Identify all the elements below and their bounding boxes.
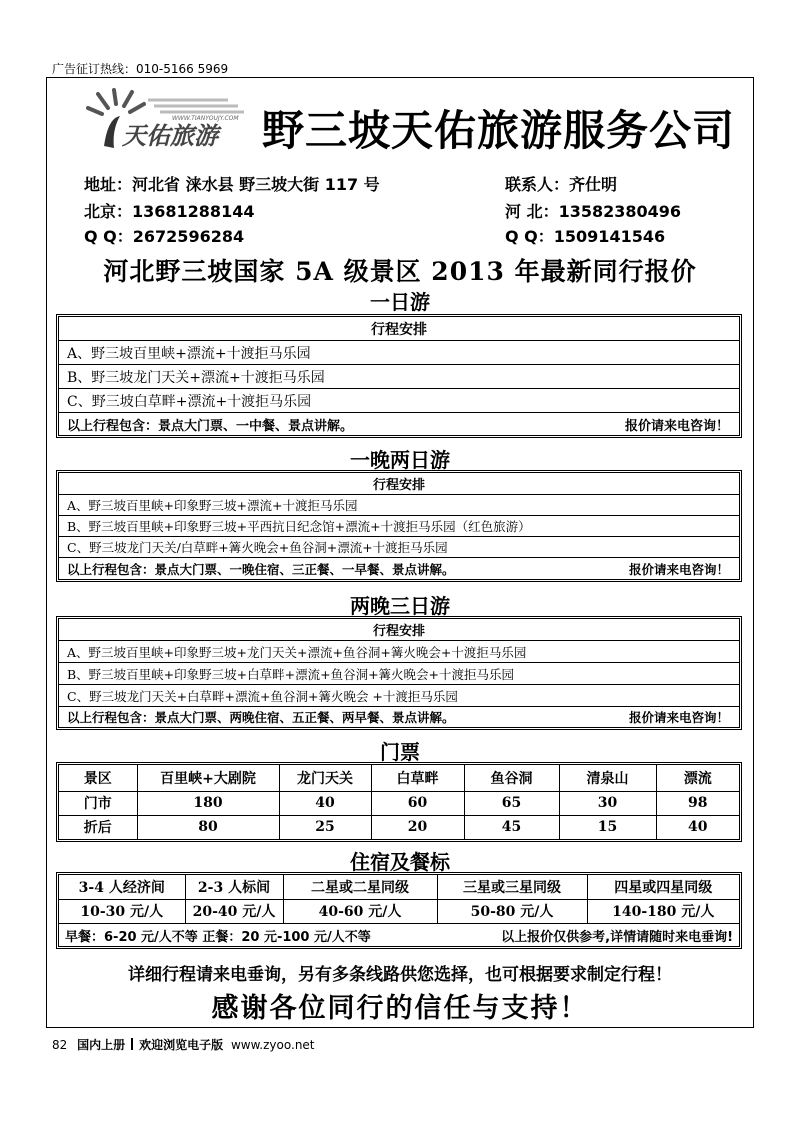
company-name: 野三坡天佑旅游服务公司 bbox=[262, 106, 736, 155]
table-cell: 30 bbox=[559, 791, 656, 815]
table-cell: 折后 bbox=[59, 815, 137, 839]
three-day-box bbox=[56, 616, 742, 730]
table-header-row bbox=[59, 765, 739, 791]
three-day-header: 行程安排 bbox=[59, 619, 739, 641]
table-cell: 40-60 元/人 bbox=[283, 899, 437, 923]
qq-number-1: Q Q：2672596284 bbox=[84, 227, 245, 246]
day-tour-header: 行程安排 bbox=[59, 317, 739, 341]
table-header-cell: 鱼谷洞 bbox=[464, 765, 559, 791]
two-day-footer bbox=[59, 558, 739, 579]
table-header-cell: 清泉山 bbox=[559, 765, 656, 791]
sun-logo-icon bbox=[78, 86, 256, 156]
table-cell: 20-40 元/人 bbox=[185, 899, 283, 923]
section-title-three-day: 两晚三日游 bbox=[350, 594, 450, 618]
day-tour-includes: 以上行程包含：景点大门票、一中餐、景点讲解。 bbox=[67, 418, 354, 434]
footer-divider bbox=[131, 1038, 133, 1050]
address-text: 地址：河北省 涞水县 野三坡大街 117 号 bbox=[84, 175, 380, 194]
footer-section: 国内上册 bbox=[77, 1038, 126, 1052]
table-cell: 门市 bbox=[59, 791, 137, 815]
table-cell: 45 bbox=[464, 815, 559, 839]
two-day-includes: 以上行程包含：景点大门票、一晚住宿、三正餐、一早餐、景点讲解。 bbox=[67, 561, 455, 577]
table-header-cell: 景区 bbox=[59, 765, 137, 791]
footer-site-link[interactable]: www.zyoo.net bbox=[230, 1038, 315, 1052]
page-number: 82 bbox=[52, 1038, 68, 1052]
company-logo bbox=[78, 86, 256, 156]
table-cell: 180 bbox=[137, 791, 279, 815]
table-row bbox=[59, 899, 739, 923]
table-header-cell: 百里峡+大剧院 bbox=[137, 765, 279, 791]
list-item: C、野三坡龙门天关/白草畔+篝火晚会+鱼谷洞+漂流+十渡拒马乐园 bbox=[59, 537, 739, 558]
two-day-box bbox=[56, 470, 742, 582]
table-header-cell: 三星或三星同级 bbox=[437, 875, 587, 899]
table-cell: 140-180 元/人 bbox=[587, 899, 739, 923]
qq-number-2: Q Q：1509141546 bbox=[505, 227, 666, 246]
table-header-row bbox=[59, 875, 739, 899]
table-header-cell: 二星或二星同级 bbox=[283, 875, 437, 899]
logo-url-text: WWW.TIANYOUJY.COM bbox=[172, 115, 239, 122]
hebei-phone: 河 北：13582380496 bbox=[505, 202, 682, 221]
table-cell: 50-80 元/人 bbox=[437, 899, 587, 923]
section-title-two-day: 一晚两日游 bbox=[350, 448, 450, 472]
table-row bbox=[59, 791, 739, 815]
footer-tagline: 欢迎浏览电子版 bbox=[139, 1038, 224, 1052]
lodging-table bbox=[56, 872, 742, 949]
table-header-cell: 龙门天关 bbox=[279, 765, 371, 791]
table-header-cell: 3-4 人经济间 bbox=[59, 875, 185, 899]
list-item: A、野三坡百里峡+印象野三坡+漂流+十渡拒马乐园 bbox=[59, 495, 739, 516]
table-cell: 10-30 元/人 bbox=[59, 899, 185, 923]
list-item: A、野三坡百里峡+漂流+十渡拒马乐园 bbox=[59, 341, 739, 365]
table-header-cell: 2-3 人标间 bbox=[185, 875, 283, 899]
table-cell: 40 bbox=[656, 815, 739, 839]
list-item: A、野三坡百里峡+印象野三坡+龙门天关+漂流+鱼谷洞+篝火晚会+十渡拒马乐园 bbox=[59, 641, 739, 663]
three-day-price-note: 报价请来电咨询！ bbox=[628, 710, 729, 725]
table-header-cell: 白草畔 bbox=[371, 765, 464, 791]
closing-line-1: 详细行程请来电垂询，另有多条线路供您选择，也可根据要求制定行程！ bbox=[128, 965, 672, 985]
price-disclaimer: 以上报价仅供参考,详情请随时来电垂询! bbox=[501, 929, 733, 945]
two-day-header: 行程安排 bbox=[59, 473, 739, 495]
contact-person-text: 联系人：齐仕明 bbox=[505, 175, 618, 194]
three-day-footer bbox=[59, 707, 739, 727]
page-footer bbox=[52, 1036, 315, 1053]
section-title-lodging: 住宿及餐标 bbox=[350, 850, 450, 874]
table-cell: 60 bbox=[371, 791, 464, 815]
section-title-day-tour: 一日游 bbox=[370, 290, 430, 314]
beijing-phone: 北京：13681288144 bbox=[84, 202, 255, 221]
table-cell: 65 bbox=[464, 791, 559, 815]
list-item: C、野三坡白草畔+漂流+十渡拒马乐园 bbox=[59, 389, 739, 413]
meal-prices: 早餐：6-20 元/人不等 正餐：20 元-100 元/人不等 bbox=[65, 929, 371, 945]
day-tour-price-note: 报价请来电咨询！ bbox=[624, 418, 729, 434]
list-item: C、野三坡龙门天关+白草畔+漂流+鱼谷洞+篝火晚会 +十渡拒马乐园 bbox=[59, 685, 739, 707]
day-tour-footer bbox=[59, 413, 739, 435]
table-cell: 40 bbox=[279, 791, 371, 815]
table-header-cell: 漂流 bbox=[656, 765, 739, 791]
three-day-includes: 以上行程包含：景点大门票、两晚住宿、五正餐、两早餐、景点讲解。 bbox=[67, 710, 455, 725]
table-cell: 20 bbox=[371, 815, 464, 839]
day-tour-box bbox=[56, 314, 742, 438]
closing-line-2: 感谢各位同行的信任与支持！ bbox=[211, 993, 589, 1024]
list-item: B、野三坡百里峡+印象野三坡+平西抗日纪念馆+漂流+十渡拒马乐园（红色旅游） bbox=[59, 516, 739, 537]
table-header-cell: 四星或四星同级 bbox=[587, 875, 739, 899]
tickets-table bbox=[56, 762, 742, 842]
table-cell: 98 bbox=[656, 791, 739, 815]
table-cell: 80 bbox=[137, 815, 279, 839]
table-cell: 25 bbox=[279, 815, 371, 839]
list-item: B、野三坡百里峡+印象野三坡+白草畔+漂流+鱼谷洞+篝火晚会+十渡拒马乐园 bbox=[59, 663, 739, 685]
table-cell: 15 bbox=[559, 815, 656, 839]
meal-note-row bbox=[59, 923, 739, 946]
ad-hotline: 广告征订热线：010-5166 5969 bbox=[52, 62, 229, 76]
section-title-tickets: 门票 bbox=[380, 740, 420, 764]
two-day-price-note: 报价请来电咨询！ bbox=[628, 561, 729, 577]
logo-brand-text: 天佑旅游 bbox=[122, 121, 218, 150]
headline-title: 河北野三坡国家 5A 级景区 2013 年最新同行报价 bbox=[103, 257, 697, 286]
table-row bbox=[59, 815, 739, 839]
list-item: B、野三坡龙门天关+漂流+十渡拒马乐园 bbox=[59, 365, 739, 389]
